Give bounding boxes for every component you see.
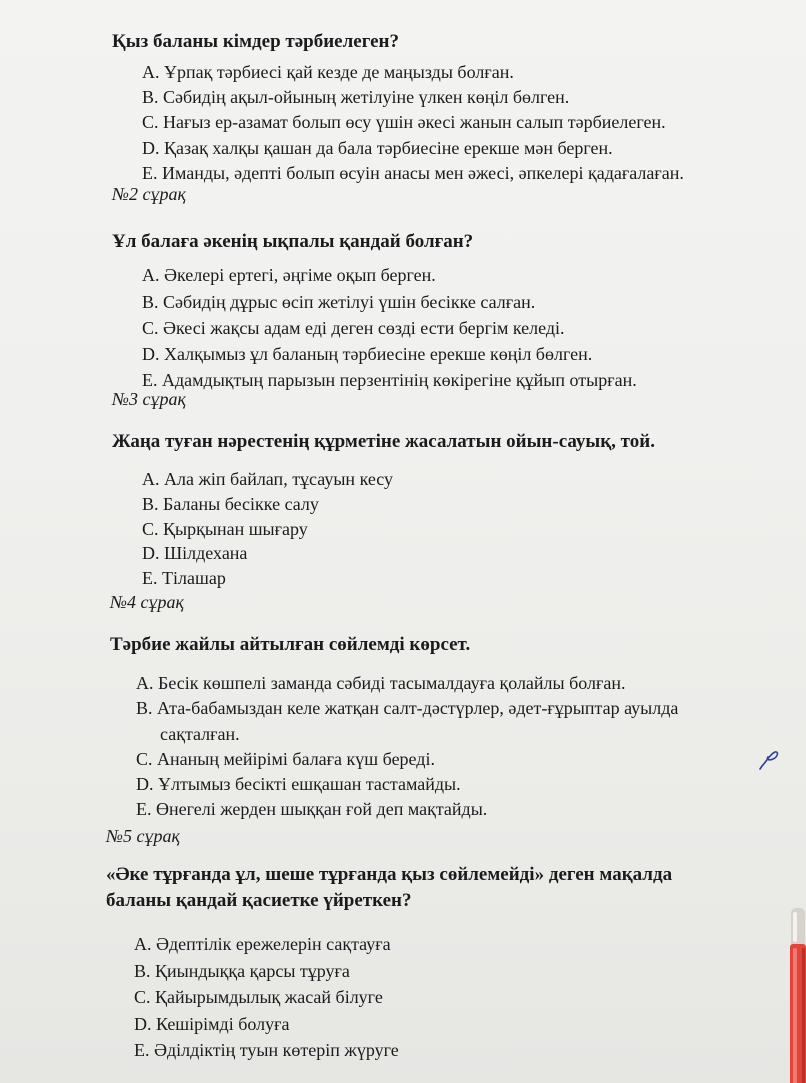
question-3: Жаңа туған нәрестенің құрметіне жасалатын ойын-сауық, той. — [112, 431, 655, 452]
q5-option-d: D. Кешірімді болуға — [134, 1014, 290, 1034]
q2-option-e: E. Адамдықтың парызын перзентінің көкірегіне құйып отырған. — [142, 370, 637, 390]
question-number-5: №5 сұрақ — [106, 826, 180, 846]
question-number-3: №3 сұрақ — [112, 389, 186, 409]
q5-option-e: E. Әділдіктің туын көтеріп жүруге — [134, 1040, 399, 1060]
q4-option-b: B. Ата-бабамыздан келе жатқан салт-дәстүрлер, әдет-ғұрыптар ауылда — [136, 698, 679, 718]
q3-option-e: E. Тілашар — [142, 568, 226, 588]
q2-option-a: A. Әкелері ертегі, әңгіме оқып берген. — [142, 265, 436, 285]
pen-scribble-mark — [758, 748, 782, 770]
question-5-line-2: баланы қандай қасиетке үйреткен? — [106, 890, 412, 911]
q1-option-d: D. Қазақ халқы қашан да бала тәрбиесіне ерекше мән берген. — [142, 138, 613, 158]
question-2: Ұл балаға әкенің ықпалы қандай болған? — [112, 231, 474, 252]
q1-option-b: B. Сәбидің ақыл-ойының жетілуіне үлкен көңіл бөлген. — [142, 87, 570, 107]
q5-option-b: B. Қиындыққа қарсы тұруға — [134, 961, 350, 981]
q1-option-a: A. Ұрпақ тәрбиесі қай кезде де маңызды болған. — [142, 62, 514, 82]
q1-option-c: C. Нағыз ер-азамат болып өсу үшін әкесі жанын салып тәрбиелеген. — [142, 112, 666, 132]
q5-option-c: C. Қайырымдылық жасай білуге — [134, 987, 383, 1007]
red-pen-icon — [783, 908, 806, 1083]
q4-option-e: E. Өнегелі жерден шыққан ғой деп мақтайды. — [136, 799, 488, 819]
q4-option-a: A. Бесік көшпелі заманда сәбиді тасымалдауға қолайлы болған. — [136, 673, 626, 693]
q2-option-d: D. Халқымыз ұл баланың тәрбиесіне ерекше көңіл бөлген. — [142, 344, 593, 364]
q3-option-a: A. Ала жіп байлап, тұсауын кесу — [142, 469, 394, 489]
q3-option-c: C. Қырқынан шығару — [142, 519, 308, 539]
question-1: Қыз баланы кімдер тәрбиелеген? — [112, 31, 399, 52]
question-5-line-1: «Әке тұрғанда ұл, шеше тұрғанда қыз сөйлемейді» деген мақалда — [106, 864, 673, 885]
question-4: Тәрбие жайлы айтылған сөйлемді көрсет. — [110, 634, 471, 655]
q2-option-c: C. Әкесі жақсы адам еді деген сөзді ести бергім келеді. — [142, 318, 565, 338]
question-number-2: №2 сұрақ — [112, 184, 186, 204]
q2-option-b: B. Сәбидің дұрыс өсіп жетілуі үшін бесікке салған. — [142, 292, 536, 312]
q4-option-c: C. Ананың мейірімі балаға күш береді. — [136, 749, 435, 769]
q4-option-b-continued: сақталған. — [160, 724, 240, 744]
q3-option-d: D. Шілдехана — [142, 543, 248, 563]
q3-option-b: B. Баланы бесікке салу — [142, 494, 319, 514]
q4-option-d: D. Ұлтымыз бесікті ешқашан тастамайды. — [136, 774, 461, 794]
question-number-4: №4 сұрақ — [110, 592, 184, 612]
q5-option-a: A. Әдептілік ережелерін сақтауға — [134, 934, 391, 954]
q1-option-e: E. Иманды, әдепті болып өсуін анасы мен әжесі, әпкелері қадағалаған. — [142, 163, 684, 183]
